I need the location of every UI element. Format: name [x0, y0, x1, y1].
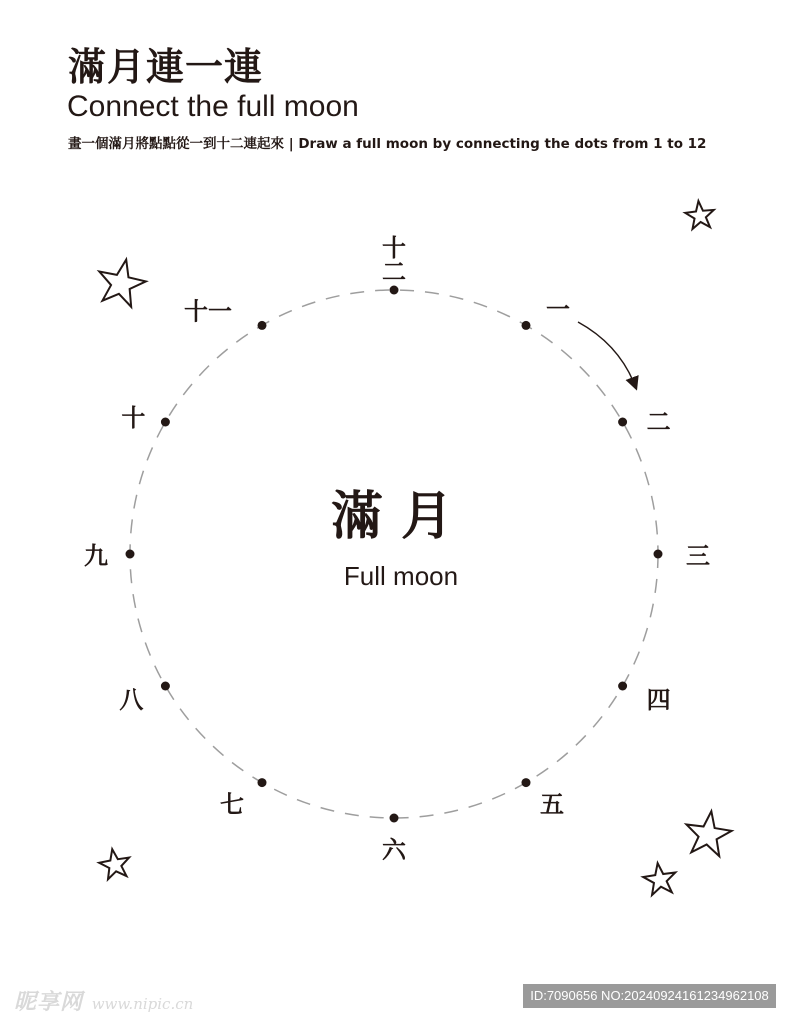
star-icon [684, 200, 715, 230]
star-icon [94, 255, 150, 309]
dot-label-8: 八 [119, 686, 144, 714]
dot-label-6: 六 [382, 836, 406, 864]
dots-layer [84, 234, 710, 864]
center-label-english: Full moon [343, 561, 459, 591]
dot-label-11: 十一 [184, 297, 232, 326]
page-title-english: Connect the full moon [67, 90, 359, 123]
dot-12[interactable] [390, 286, 399, 295]
dot-1[interactable] [522, 321, 531, 330]
dot-3[interactable] [654, 550, 663, 559]
dot-label-2: 二 [646, 408, 671, 436]
dot-4[interactable] [618, 682, 627, 691]
dot-label-10: 十 [121, 404, 146, 432]
dot-label-12: 十二 [382, 234, 406, 286]
dot-label-7: 七 [220, 790, 244, 819]
dot-6[interactable] [390, 814, 399, 823]
watermark-brand: 昵享网 [14, 989, 84, 1015]
dot-label-9: 九 [84, 542, 108, 570]
watermark-logo [14, 985, 193, 1016]
star-icon [683, 808, 734, 857]
moon-guide-circle [130, 290, 658, 818]
dot-label-1: 一 [546, 295, 570, 324]
star-icon [97, 847, 132, 881]
dot-10[interactable] [161, 418, 170, 427]
instructions-text: 畫一個滿月將點點從一到十二連起來 | Draw a full moon by connecting the dots from 1 to 12 [68, 136, 707, 152]
dot-label-3: 三 [686, 542, 710, 570]
dot-label-4: 四 [646, 686, 671, 714]
dot-2[interactable] [618, 418, 627, 427]
dot-11[interactable] [258, 321, 267, 330]
page-title-chinese: 滿月連一連 [68, 45, 264, 89]
dot-8[interactable] [161, 682, 170, 691]
dot-5[interactable] [522, 778, 531, 787]
dot-9[interactable] [126, 550, 135, 559]
watermark-url: www.nipic.cn [91, 995, 194, 1013]
dot-7[interactable] [258, 778, 267, 787]
direction-arrow [578, 322, 636, 388]
watermark-id: ID:7090656 NO:20240924161234962108 [523, 984, 776, 1008]
star-icon [642, 861, 678, 896]
center-label-chinese: 滿 月 [330, 487, 454, 547]
dot-label-5: 五 [540, 790, 564, 819]
